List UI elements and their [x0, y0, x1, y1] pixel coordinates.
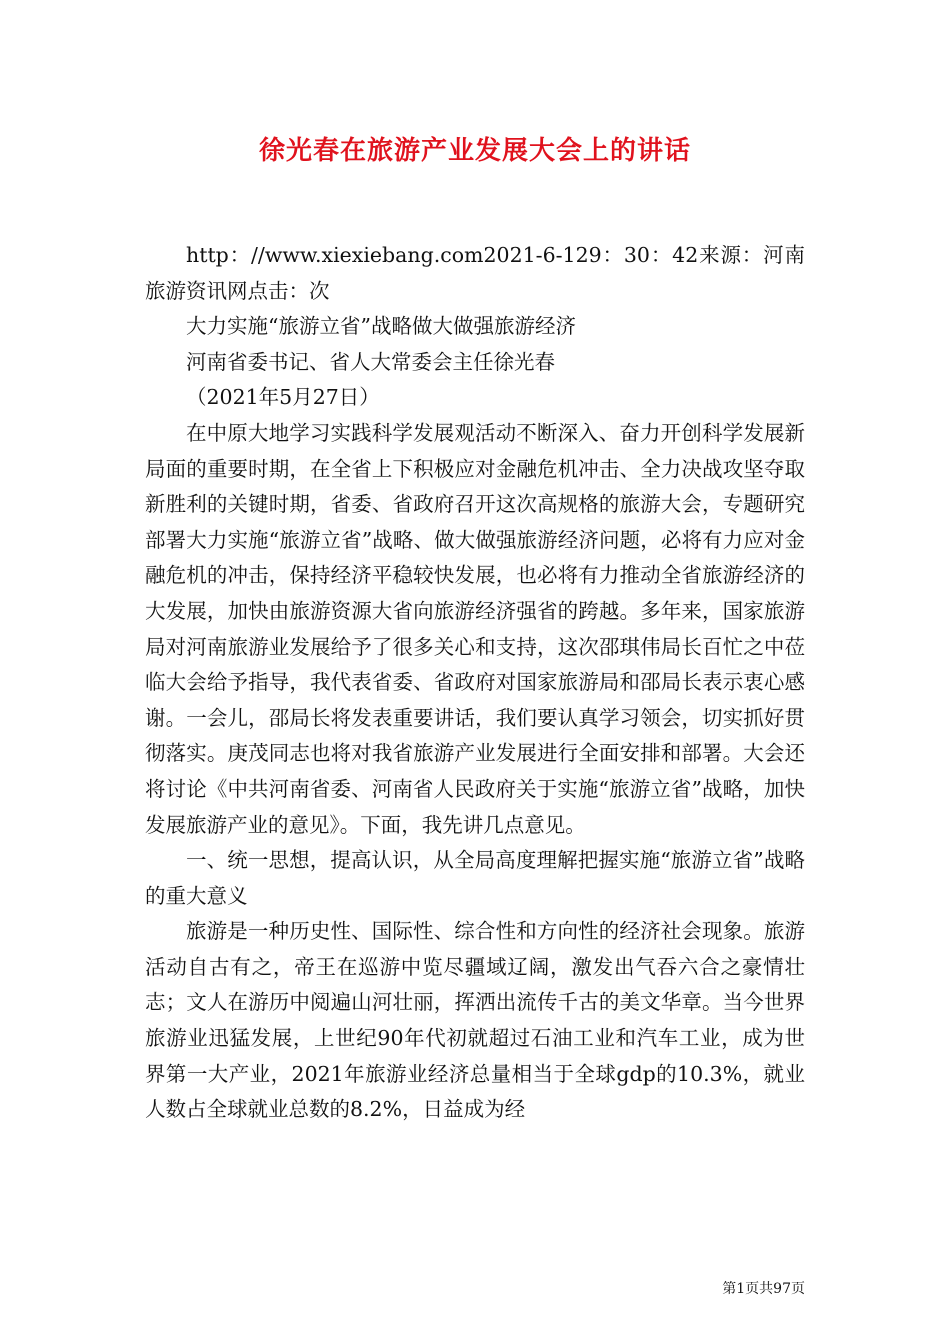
- section-heading: 一、统一思想，提高认识，从全局高度理解把握实施“旅游立省”战略的重大意义: [145, 848, 805, 908]
- paragraph: 在中原大地学习实践科学发展观活动不断深入、奋力开创科学发展新局面的重要时期，在全省上下积极应对金融危机冲击、全力决战攻坚夺取新胜利的关键时期，省委、省政府召开这次高规格的旅游大会，专题研究部署大力实施“旅游立省”战略、做大做强旅游经济问题，必将有力应对金融危机的冲击，保持经济平稳较快发展，也必将有力推动全省旅游经济的大发展，加快由旅游资源大省向旅游经济强省的跨越。多年来，国家旅游局对河南旅游业发展给予了很多关心和支持，这次邵琪伟局长百忙之中莅临大会给予指导，我代表省委、省政府对国家旅游局和邵局长表示衷心感谢。一会儿，邵局长将发表重要讲话，我们要认真学习领会，切实抓好贯彻落实。庚茂同志也将对我省旅游产业发展进行全面安排和部署。大会还将讨论《中共河南省委、河南省人民政府关于实施“旅游立省”战略，加快发展旅游产业的意见》。下面，我先讲几点意见。: [145, 420, 805, 837]
- page-number: 第1页共97页: [722, 1281, 805, 1297]
- meta-line: http：//www.xiexiebang.com2021-6-129：30：42来源：河南旅游资讯网点击：次: [145, 243, 805, 303]
- paragraph: 旅游是一种历史性、国际性、综合性和方向性的经济社会现象。旅游活动自古有之，帝王在巡游中览尽疆域辽阔，激发出气吞六合之豪情壮志；文人在游历中阅遍山河壮丽，挥洒出流传千古的美文华章。当今世界旅游业迅猛发展，上世纪90年代初就超过石油工业和汽车工业，成为世界第一大产业，2021年旅游业经济总量相当于全球gdp的10.3%，就业人数占全球就业总数的8.2%，日益成为经: [145, 919, 805, 1122]
- speaker-line: 河南省委书记、省人大常委会主任徐光春: [186, 349, 555, 374]
- speech-subtitle: 大力实施“旅游立省”战略做大做强旅游经济: [186, 314, 576, 339]
- date-line: （2021年5月27日）: [186, 385, 380, 410]
- document-body: [145, 238, 805, 1128]
- document-title: 徐光春在旅游产业发展大会上的讲话: [258, 136, 691, 166]
